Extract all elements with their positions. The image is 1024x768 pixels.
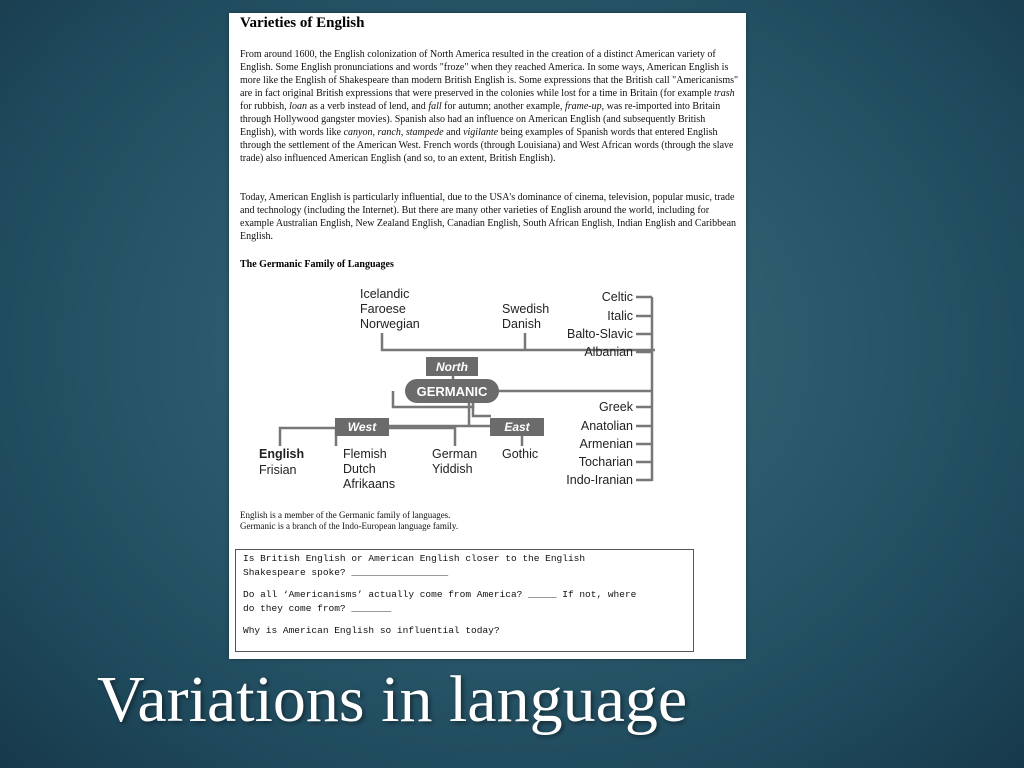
paragraph-text: , was re-imported into Britain through Hollywood gangster movies). Spanish also had an influence on American English (and subsequently British English), with words like <box>240 101 721 138</box>
family-heading: The Germanic Family of Languages <box>240 259 394 270</box>
question-3-line-1: Why is American English so influential today? <box>243 625 500 636</box>
lang-german: German <box>432 447 478 461</box>
west-german-connector <box>389 428 455 446</box>
question-2 <box>243 588 686 616</box>
question-1-line-2: Shakespeare spoke? _________________ <box>243 567 449 578</box>
paragraph-text: being examples of Spanish words that entered English through the settlement of the American West. French words (through Louisiana) and West African words (through the slave trade) also influenced American English (and so, to an extent, British English). <box>240 127 734 164</box>
lang-celtic: Celtic <box>601 290 633 304</box>
lang-balto-slavic: Balto-Slavic <box>567 327 633 341</box>
paragraph-text: and <box>443 127 464 138</box>
question-2-line-1: Do all ‘Americanisms’ actually come from America? _____ If not, where <box>243 589 637 600</box>
north-label: North <box>436 360 468 374</box>
east-label: East <box>504 420 530 434</box>
italic-term: canyon <box>343 127 373 138</box>
questions-box <box>235 549 694 652</box>
question-2-line-2: do they come from? _______ <box>243 603 392 614</box>
paragraph-colonization <box>240 48 740 165</box>
lang-tocharian: Tocharian <box>578 455 633 469</box>
paragraph-text: From around 1600, the English colonization of North America resulted in the creation of a distinct American variety of English. Some English pronunciations and words "froze" when they reached America. In some ways, American English is more like the English of Shakespeare than modern British English is. Some expressions that the British call "Americanisms" are in fact original British expressions that were preserved in the colonies while lost for a time in Britain (for example <box>240 49 739 99</box>
germanic-label: GERMANIC <box>416 384 488 399</box>
paragraph-text: , <box>400 127 406 138</box>
italic-term: loan <box>289 101 307 112</box>
paragraph-text: as a verb instead of lend, and <box>306 101 429 112</box>
question-1 <box>243 552 686 580</box>
caption-line-2: Germanic is a branch of the Indo-European language family. <box>240 521 459 531</box>
document-title: Varieties of English <box>240 15 365 31</box>
lang-norwegian: Norwegian <box>360 317 420 331</box>
paragraph-text: for rubbish, <box>240 101 290 112</box>
italic-term: stampede <box>405 127 444 138</box>
lang-danish: Danish <box>502 317 541 331</box>
paragraph-influence: Today, American English is particularly influential, due to the USA's dominance of cinema, television, popular music, trade and technology (including the Internet). But there are many other varieties of English around the world, including for example Australian English, New Zealand English, Canadian English, South African English, Indian English and Caribbean English. <box>240 192 737 242</box>
lang-dutch: Dutch <box>343 462 376 476</box>
paragraph-text: for autumn; another example, <box>441 101 565 112</box>
lang-indo-iranian: Indo-Iranian <box>566 473 633 487</box>
question-3 <box>243 624 686 638</box>
italic-term: frame-up <box>564 101 602 112</box>
germanic-family-tree <box>229 283 746 503</box>
slide-title: Variations in language <box>97 663 688 736</box>
italic-term: trash <box>714 88 735 99</box>
lang-english: English <box>259 447 305 461</box>
lang-frisian: Frisian <box>259 463 297 477</box>
lang-gothic: Gothic <box>502 447 539 461</box>
lang-faroese: Faroese <box>360 302 406 316</box>
italic-term: fall <box>428 101 442 112</box>
paragraph-text: , <box>372 127 378 138</box>
caption-line-1: English is a member of the Germanic family of languages. <box>240 510 451 520</box>
lang-italic: Italic <box>607 309 633 323</box>
lang-greek: Greek <box>598 400 633 414</box>
lang-anatolian: Anatolian <box>580 419 633 433</box>
lang-swedish: Swedish <box>502 302 550 316</box>
worksheet-page <box>229 13 746 659</box>
italic-term: ranch <box>377 127 401 138</box>
lang-albanian: Albanian <box>584 345 633 359</box>
west-label: West <box>347 420 377 434</box>
italic-term: vigilante <box>463 127 499 138</box>
lang-icelandic: Icelandic <box>360 287 410 301</box>
west-english-connector <box>280 428 336 446</box>
lang-flemish: Flemish <box>343 447 387 461</box>
question-1-line-1: Is British English or American English closer to the English <box>243 553 586 564</box>
lang-afrikaans: Afrikaans <box>343 477 396 491</box>
lang-armenian: Armenian <box>579 437 633 451</box>
lang-yiddish: Yiddish <box>432 462 473 476</box>
tree-caption <box>240 510 458 532</box>
